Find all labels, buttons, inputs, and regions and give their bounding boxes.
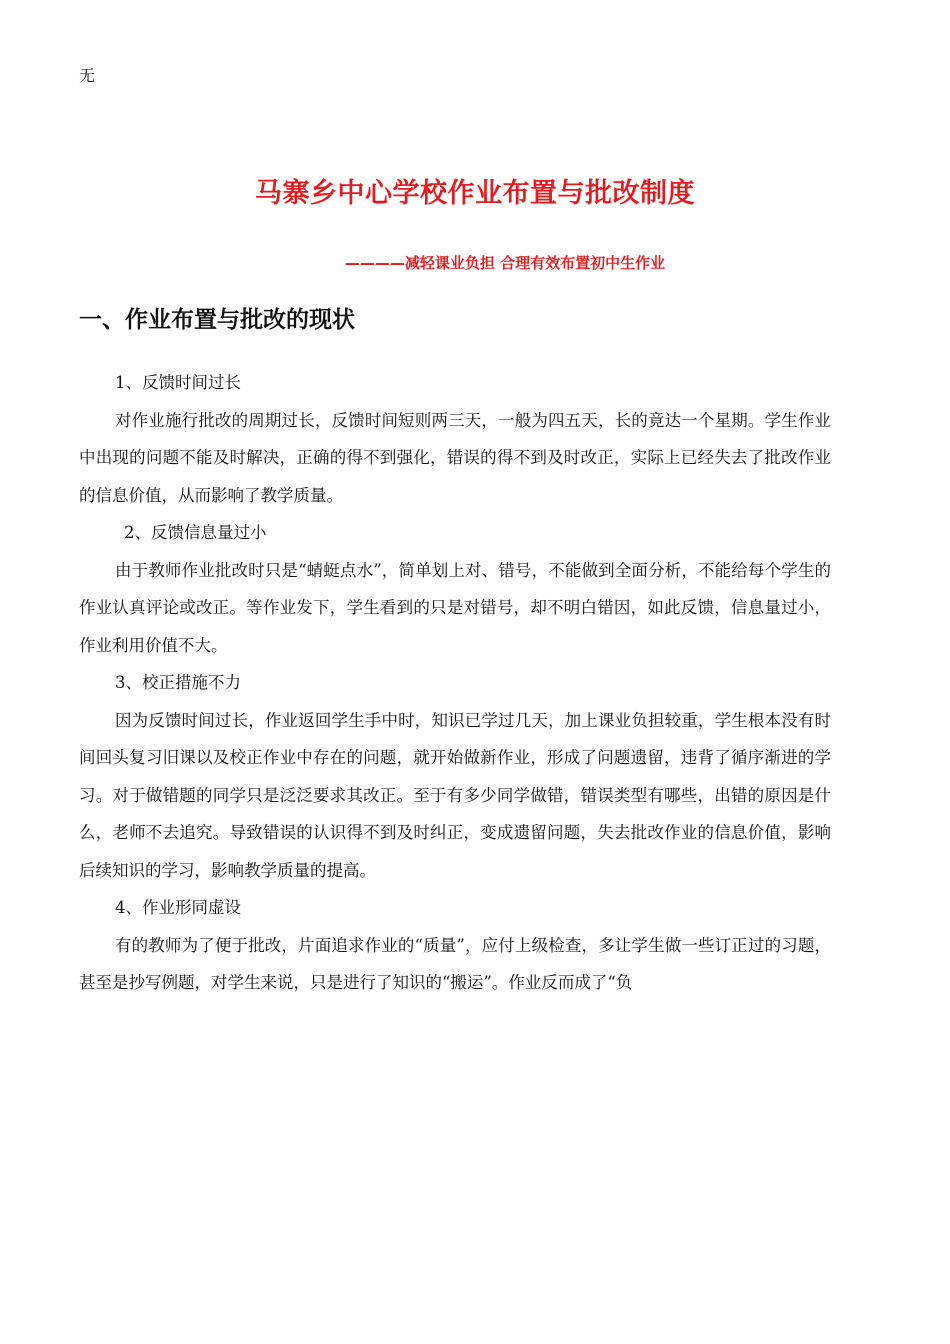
item-heading-3: 3、校正措施不力 — [115, 673, 241, 692]
item-heading-2: 2、反馈信息量过小 — [124, 523, 267, 542]
document-subtitle: ————减轻课业负担 合理有效布置初中生作业 — [344, 254, 666, 272]
item-paragraph-2: 由于教师作业批改时只是“蜻蜓点水”，简单划上对、错号，不能做到全面分析，不能给每个学生的作业认真评论或改正。等作业发下，学生看到的只是对错号，却不明白错因，如此反馈，信息量过小，作业利用价值不大。 — [79, 560, 831, 655]
item-heading-1: 1、反馈时间过长 — [115, 373, 241, 392]
section-body — [79, 364, 831, 1002]
item-heading-4: 4、作业形同虚设 — [115, 898, 241, 917]
header-note: 无 — [79, 66, 96, 85]
item-paragraph-1: 对作业施行批改的周期过长，反馈时间短则两三天，一般为四五天，长的竟达一个星期。学生作业中出现的问题不能及时解决，正确的得不到强化，错误的得不到及时改正，实际上已经失去了批改作业的信息价值，从而影响了教学质量。 — [79, 410, 831, 505]
section-heading: 一、作业布置与批改的现状 — [79, 307, 355, 333]
document-title: 马寨乡中心学校作业布置与批改制度 — [255, 178, 695, 209]
item-paragraph-3: 因为反馈时间过长，作业返回学生手中时，知识已学过几天，加上课业负担较重，学生根本没有时间回头复习旧课以及校正作业中存在的问题，就开始做新作业，形成了问题遗留，违背了循序渐进的学习。对于做错题的同学只是泛泛要求其改正。至于有多少同学做错，错误类型有哪些，出错的原因是什么，老师不去追究。导致错误的认识得不到及时纠正，变成遗留问题，失去批改作业的信息价值，影响后续知识的学习，影响教学质量的提高。 — [79, 710, 831, 880]
item-paragraph-4: 有的教师为了便于批改，片面追求作业的“质量”，应付上级检查，多让学生做一些订正过的习题，甚至是抄写例题，对学生来说，只是进行了知识的“搬运”。作业反而成了“负 — [79, 935, 831, 992]
